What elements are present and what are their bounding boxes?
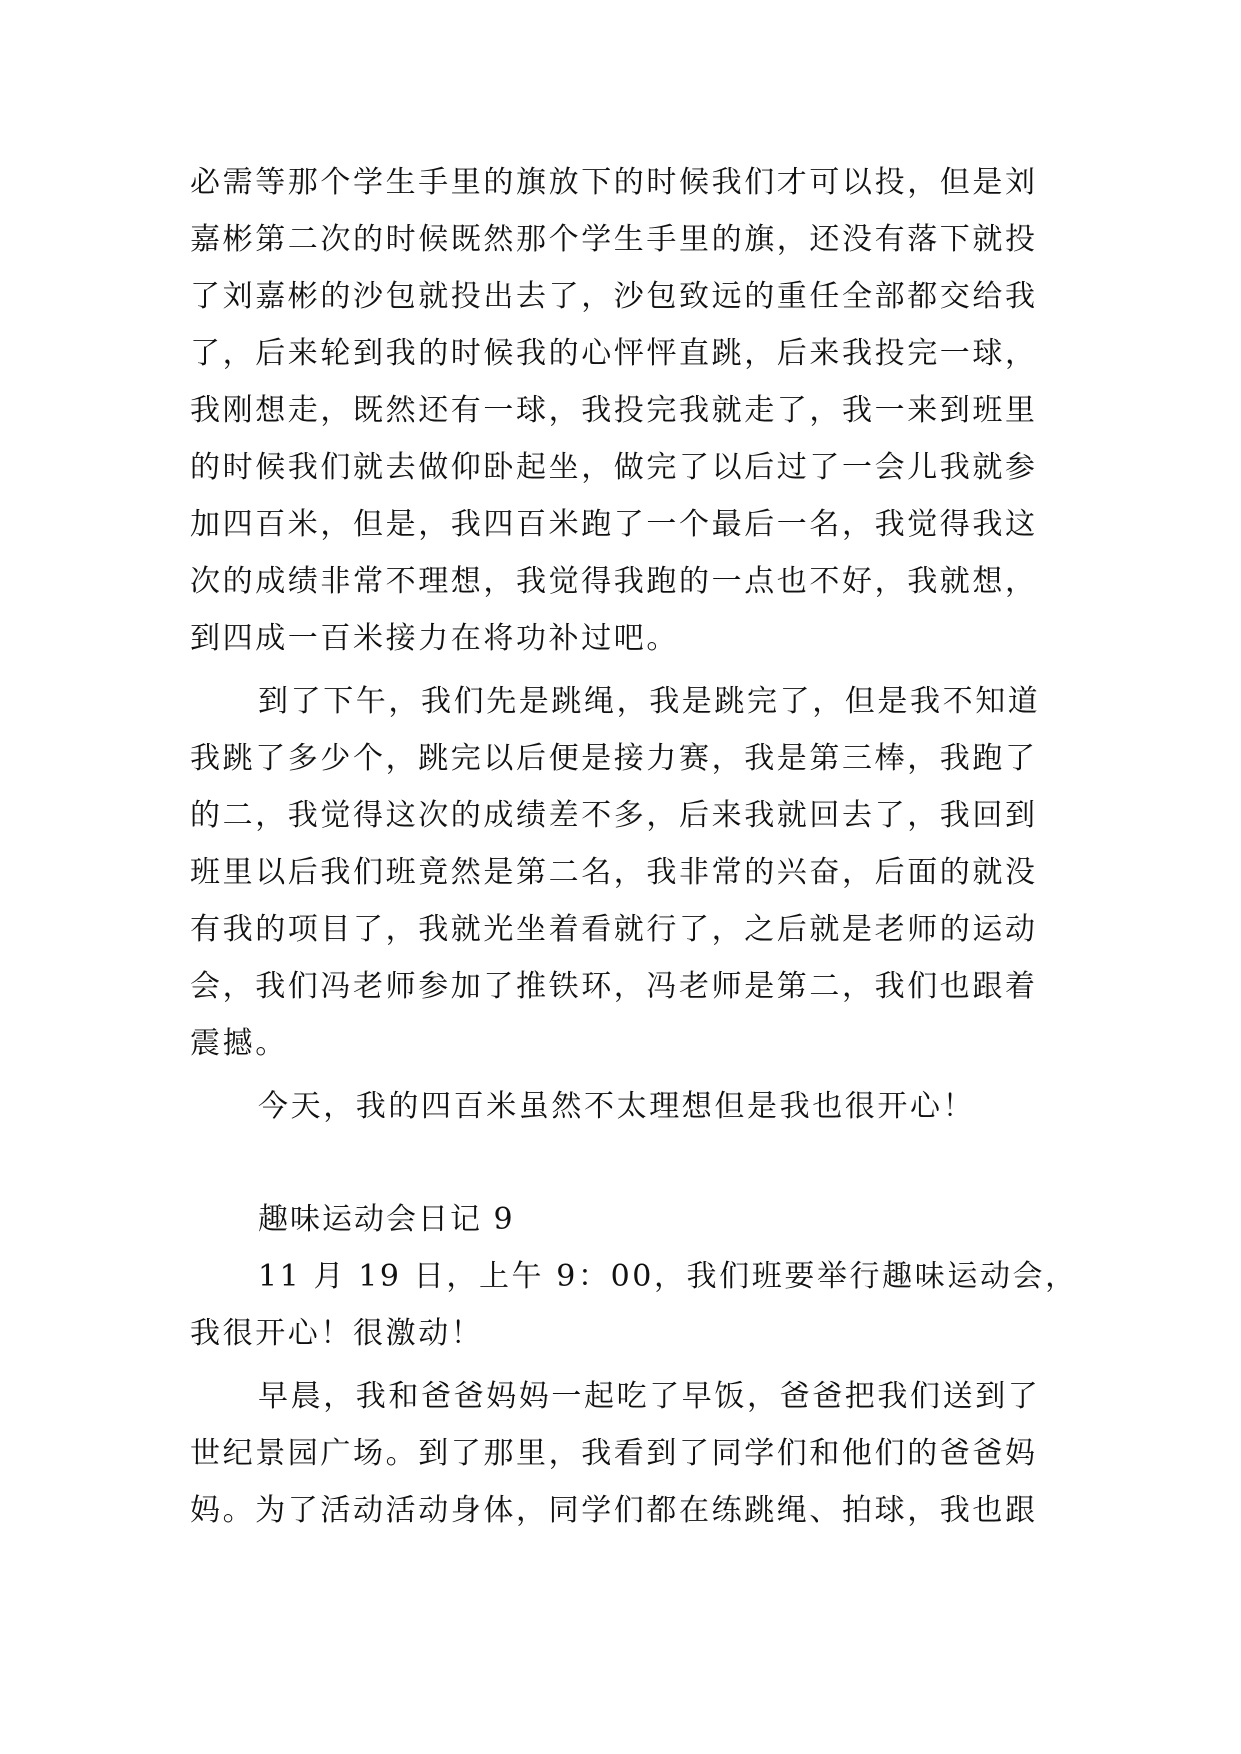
paragraph-line: 有我的项目了，我就光坐着看就行了，之后就是老师的运动 bbox=[190, 912, 1038, 947]
paragraph-line: 我跳了多少个，跳完以后便是接力赛，我是第三棒，我跑了 bbox=[190, 741, 1038, 776]
paragraph-line: 会，我们冯老师参加了推铁环，冯老师是第二，我们也跟着 bbox=[190, 969, 1038, 1004]
paragraph-line: 的二，我觉得这次的成绩差不多，后来我就回去了，我回到 bbox=[190, 798, 1038, 833]
paragraph-line: 班里以后我们班竟然是第二名，我非常的兴奋，后面的就没 bbox=[190, 855, 1038, 890]
paragraph-line: 了，后来轮到我的时候我的心怦怦直跳，后来我投完一球， bbox=[190, 336, 1038, 371]
paragraph-line: 次的成绩非常不理想，我觉得我跑的一点也不好，我就想， bbox=[190, 564, 1038, 599]
paragraph-line: 到了下午，我们先是跳绳，我是跳完了，但是我不知道 bbox=[258, 684, 1041, 719]
paragraph-line: 11 月 19 日，上午 9：00，我们班要举行趣味运动会， bbox=[258, 1259, 1078, 1294]
paragraph-line: 早晨，我和爸爸妈妈一起吃了早饭，爸爸把我们送到了 bbox=[258, 1379, 1041, 1414]
paragraph-line: 必需等那个学生手里的旗放下的时候我们才可以投，但是刘 bbox=[190, 165, 1038, 200]
paragraph-line: 加四百米，但是，我四百米跑了一个最后一名，我觉得我这 bbox=[190, 507, 1038, 542]
paragraph-line: 妈。为了活动活动身体，同学们都在练跳绳、拍球，我也跟 bbox=[190, 1493, 1038, 1528]
paragraph-line: 了刘嘉彬的沙包就投出去了，沙包致远的重任全部都交给我 bbox=[190, 279, 1038, 314]
section-heading: 趣味运动会日记 9 bbox=[258, 1202, 515, 1237]
paragraph-line: 今天，我的四百米虽然不太理想但是我也很开心！ bbox=[258, 1089, 976, 1124]
paragraph-line: 我很开心！很激动！ bbox=[190, 1316, 484, 1351]
paragraph-line: 的时候我们就去做仰卧起坐，做完了以后过了一会儿我就参 bbox=[190, 450, 1038, 485]
paragraph-line: 到四成一百米接力在将功补过吧。 bbox=[190, 621, 679, 656]
paragraph-line: 震撼。 bbox=[190, 1026, 288, 1061]
paragraph-line: 我刚想走，既然还有一球，我投完我就走了，我一来到班里 bbox=[190, 393, 1038, 428]
paragraph-line: 嘉彬第二次的时候既然那个学生手里的旗，还没有落下就投 bbox=[190, 222, 1038, 257]
paragraph-line: 世纪景园广场。到了那里，我看到了同学们和他们的爸爸妈 bbox=[190, 1436, 1038, 1471]
